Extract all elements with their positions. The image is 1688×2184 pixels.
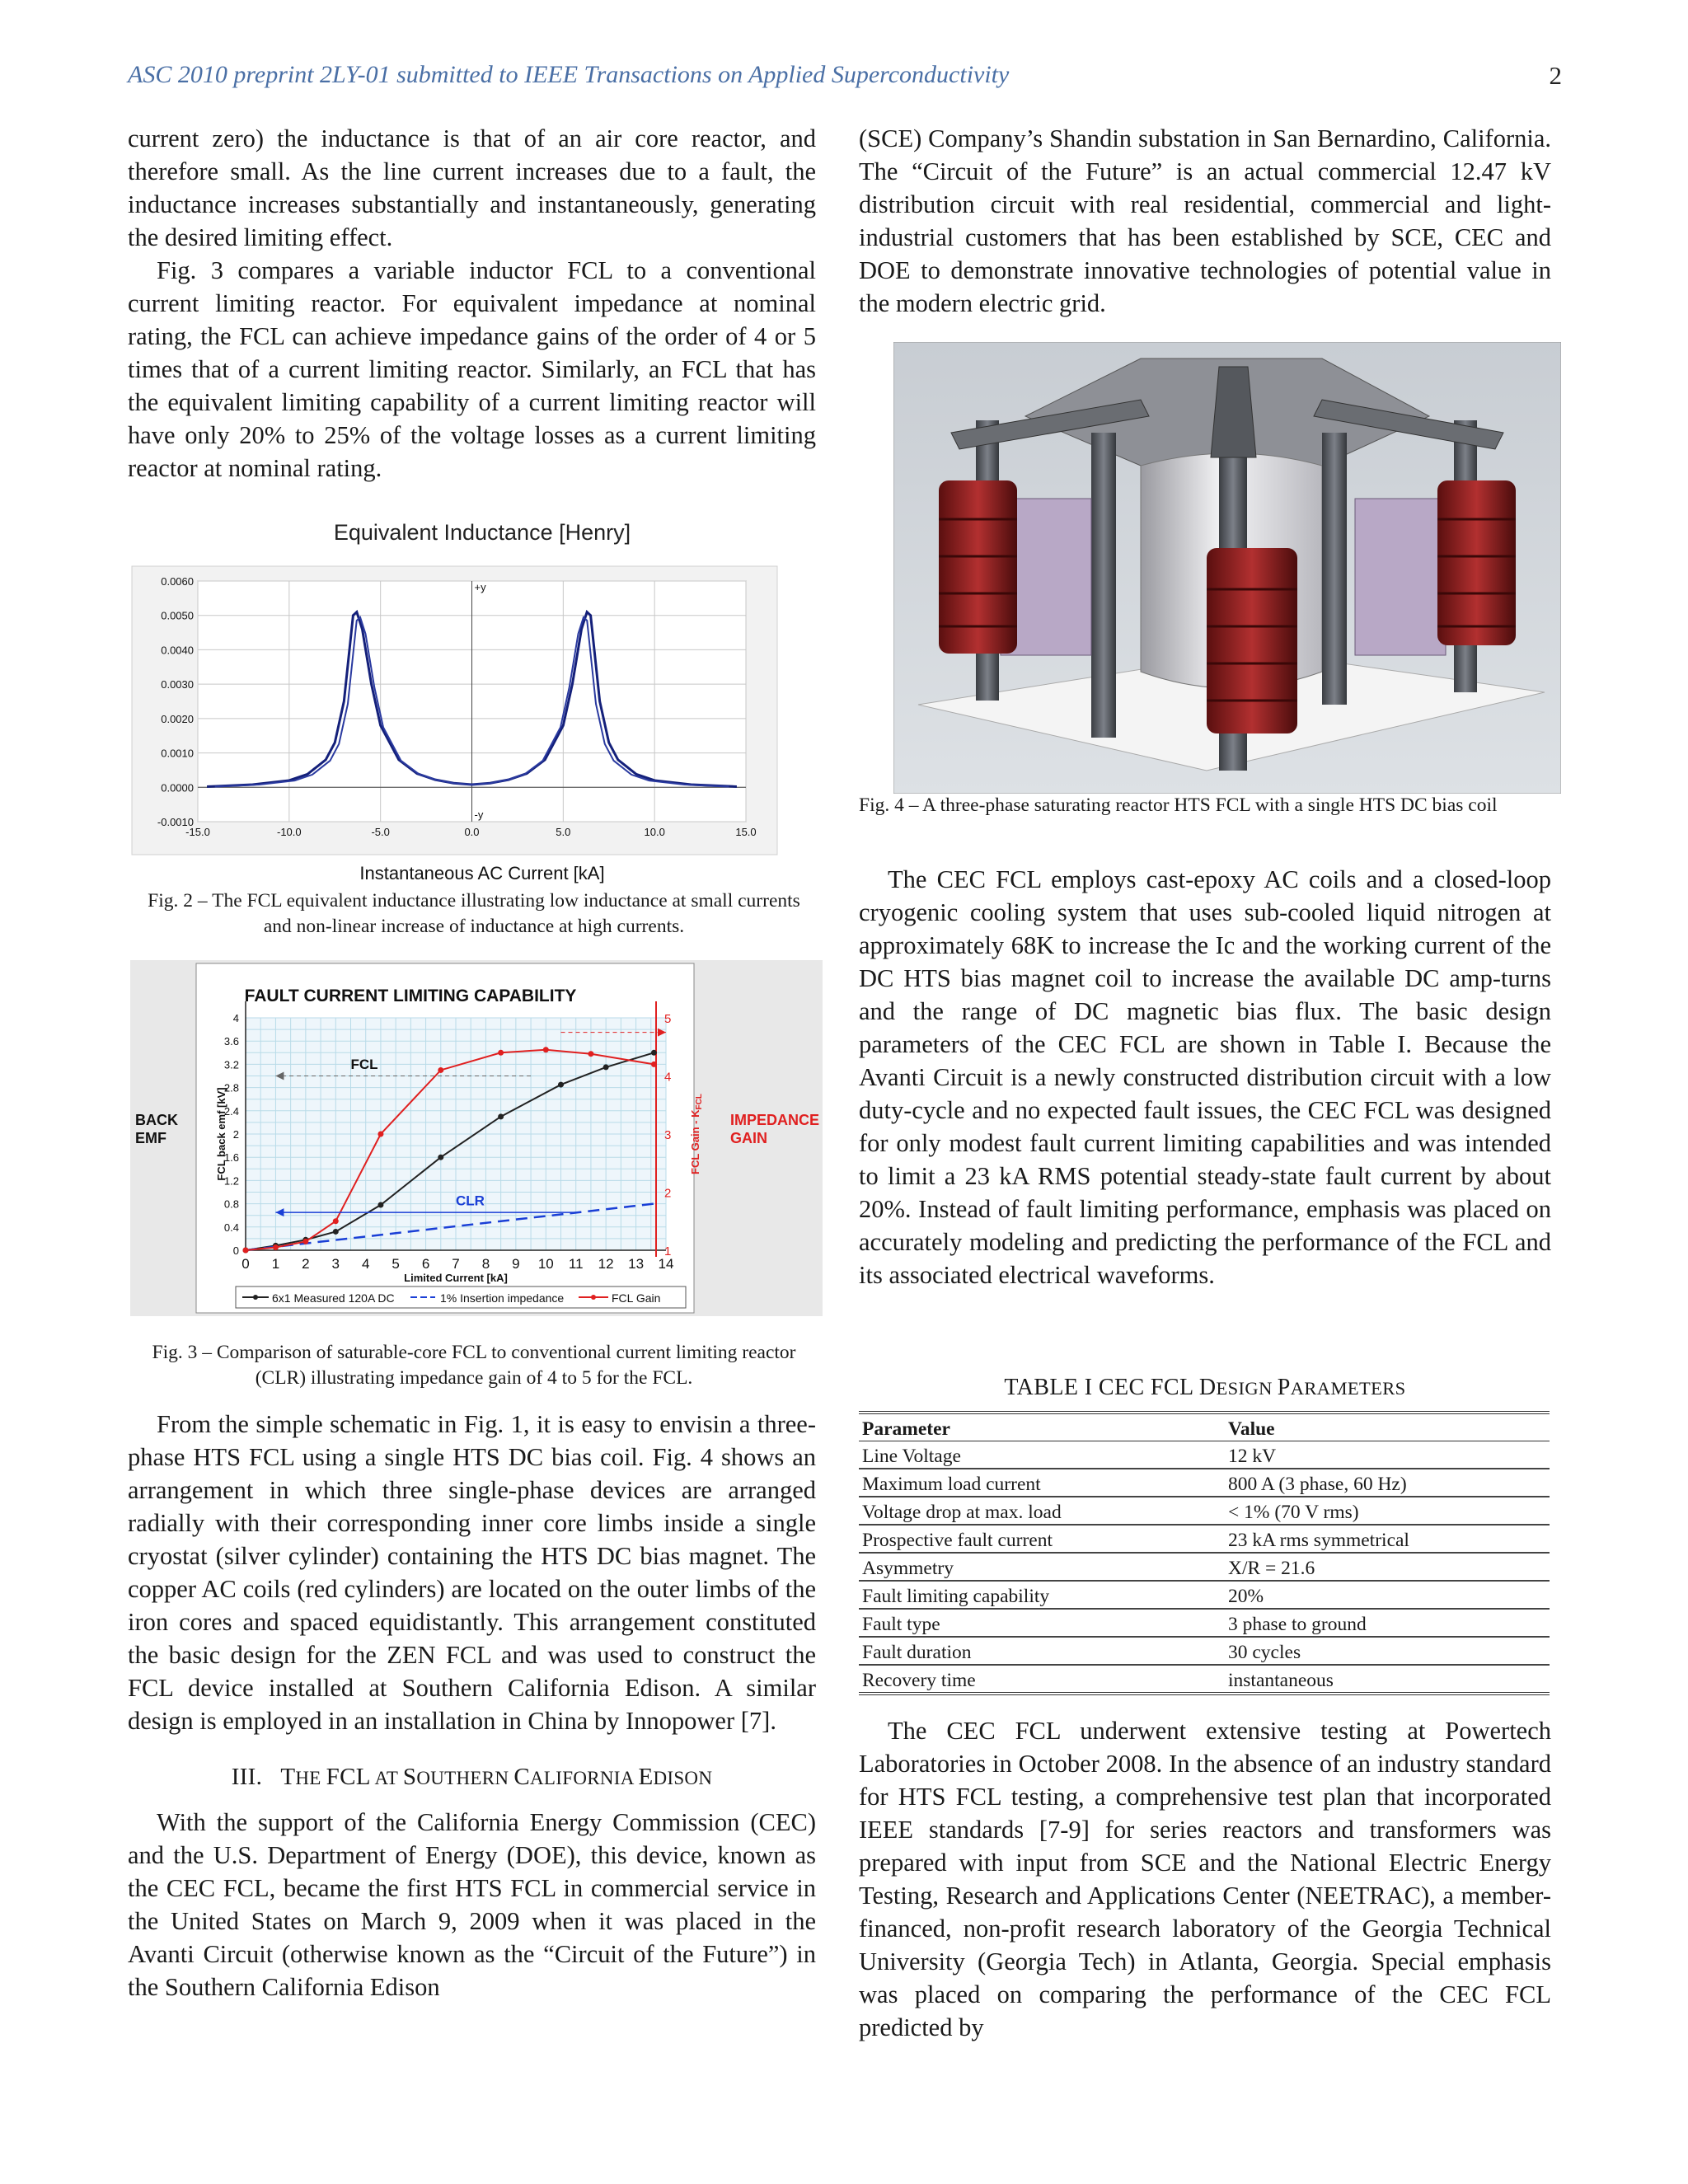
series-gain-point xyxy=(498,1050,504,1056)
annotation-fcl: FCL xyxy=(350,1057,378,1073)
y2-tick-label: 3 xyxy=(664,1128,672,1142)
y2-tick-label: 2 xyxy=(664,1186,672,1201)
section-title-part: S xyxy=(402,1764,417,1790)
running-header xyxy=(128,61,1562,94)
figure-3-caption: Fig. 3 – Comparison of saturable-core FCL to conventional current limiting reactor (CLR) illustrating impedance gain of 4 to 5 for the FCL. xyxy=(152,1342,796,1389)
x-tick-label: 5.0 xyxy=(556,826,571,838)
y2-axis-label-sub: FCL xyxy=(695,1094,704,1110)
figure-4 xyxy=(893,342,1561,794)
inductance-chart xyxy=(128,515,779,886)
right-paragraph-1: (SCE) Company’s Shandin substation in San Bernardino, California. The “Circuit of the Future” is an actual commercial 12.47 kV distribution circuit with real residential, commercial and light-industrial customers that has been established by SCE, CEC and DOE to demonstrate innovative technologies of potential value in the modern electric grid. xyxy=(859,124,1551,317)
axis-annotation: +y xyxy=(474,581,486,593)
series-measured-point xyxy=(377,1202,383,1208)
inner-limb xyxy=(1322,433,1347,705)
table-cell: 12 kV xyxy=(1225,1441,1550,1469)
left-paragraph-2: Fig. 3 compares a variable inductor FCL to a conventional current limiting reactor. For equivalent impedance at nominal rating, the FCL can achieve impedance gains of the order of 4 or 5 times that of a current limiting reactor. Similarly, an FCL that has the equivalent limiting capability of a current limiting reactor will have only 20% to 25% of the voltage losses as a current limiting reactor at nominal rating. xyxy=(128,256,816,482)
table-row xyxy=(859,1665,1550,1694)
x-axis-label: Instantaneous AC Current [kA] xyxy=(359,863,605,883)
table-header-row xyxy=(859,1413,1550,1441)
design-parameters-table xyxy=(859,1411,1550,1695)
table-cell: instantaneous xyxy=(1225,1665,1550,1694)
table-row xyxy=(859,1469,1550,1497)
y-tick-label: 3.2 xyxy=(223,1058,239,1071)
y2-tick-label: 1 xyxy=(664,1244,672,1258)
section-title-part: DISON xyxy=(653,1768,713,1788)
figure-3 xyxy=(130,960,823,1316)
section-title-part: AT xyxy=(370,1768,403,1788)
table-title-part: ESIGN xyxy=(1216,1378,1278,1399)
x-tick-label: 10.0 xyxy=(644,826,665,838)
table-cell: Prospective fault current xyxy=(859,1525,1225,1553)
y-tick-label: 0.0000 xyxy=(161,781,194,794)
section-number: III. xyxy=(231,1764,263,1790)
table-cell: 20% xyxy=(1225,1581,1550,1609)
y-tick-label: 0.0020 xyxy=(161,712,194,725)
table-cell: < 1% (70 V rms) xyxy=(1225,1497,1550,1525)
table-header-cell: Parameter xyxy=(859,1413,1225,1441)
x-tick-label: 13 xyxy=(628,1256,645,1272)
y-tick-label: 3.6 xyxy=(223,1035,239,1048)
x-tick-label: 0.0 xyxy=(464,826,480,838)
y-tick-label: 0.0030 xyxy=(161,678,194,691)
legend-label: 6x1 Measured 120A DC xyxy=(272,1291,395,1305)
left-paragraph-1: current zero) the inductance is that of an air core reactor, and therefore small. As the line current increases due to a fault, the inductance increases substantially and instantaneously, generating the desired limiting effect. xyxy=(128,124,816,251)
table-cell: Fault limiting capability xyxy=(859,1581,1225,1609)
y2-tick-label: 5 xyxy=(664,1012,672,1026)
figure-2 xyxy=(128,515,779,886)
section-title-part: OUTHERN xyxy=(416,1768,514,1788)
running-header-title: ASC 2010 preprint 2LY-01 submitted to IEEE Transactions on Applied Superconductivity xyxy=(128,61,1010,88)
yoke-beam xyxy=(1211,367,1256,457)
figure-4-caption: Fig. 4 – A three-phase saturating reactor HTS FCL with a single HTS DC bias coil xyxy=(859,794,1498,816)
series-gain-point xyxy=(588,1051,593,1057)
x-tick-label: 15.0 xyxy=(735,826,757,838)
series-gain-point xyxy=(302,1239,308,1244)
series-measured-point xyxy=(651,1050,657,1056)
axis-annotation: -y xyxy=(474,808,484,821)
x-tick-label: -5.0 xyxy=(371,826,390,838)
left-column xyxy=(128,122,816,485)
ac-coil xyxy=(1437,480,1516,645)
section-heading-iii xyxy=(128,1764,816,1791)
right-column-middle xyxy=(859,863,1551,1291)
y-tick-label: 2 xyxy=(232,1128,239,1141)
series-measured-point xyxy=(333,1229,339,1235)
x-tick-label: 7 xyxy=(452,1256,460,1272)
series-gain-point xyxy=(543,1047,549,1052)
section-title-part: T xyxy=(280,1764,296,1790)
right-paragraph-2: The CEC FCL employs cast-epoxy AC coils and a closed-loop cryogenic cooling system that uses sub-cooled liquid nitrogen at approximately 68K to increase the Ic and the working current of the DC HTS bias magnet coil to increase the available DC amp-turns and the range of DC magnetic bias flux. The basic design parameters of the CEC FCL are shown in Table I. Because the Avanti Circuit is a newly constructed distribution circuit with a low duty-cycle and no expected fault issues, the CEC FCL was designed for only modest fault current limiting capabilities and was intended to limit a 23 kA RMS potential steady-state fault current by about 20%. Instead of fault limiting performance, emphasis was placed on accurately modeling and predicting the performance of the FCL and its associated electrical waveforms. xyxy=(859,865,1551,1289)
x-tick-label: 11 xyxy=(568,1256,584,1272)
x-tick-label: 10 xyxy=(537,1256,554,1272)
left-paragraph-3: From the simple schematic in Fig. 1, it is easy to envisin a three-phase HTS FCL using a single HTS DC bias coil. Fig. 4 shows an arrangement in which three single-phase devices are arranged radially with their corresponding inner core limbs inside a single cryostat (silver cylinder) containing the HTS DC bias magnet. The copper AC coils (red cylinders) are located on the outer limbs of the iron cores and spaced equidistantly. This arrangement constituted the basic design for the ZEN FCL and was used to construct the FCL device installed at Southern California Edison. A similar design is employed in an installation in China by Innopower [7]. xyxy=(128,1410,816,1735)
x-axis-label: Limited Current [kA] xyxy=(404,1272,508,1284)
series-measured-point xyxy=(603,1064,609,1070)
design-parameters-table-wrap xyxy=(859,1411,1550,1695)
left-column-lower xyxy=(128,1408,816,2004)
y-tick-label: 0.0040 xyxy=(161,644,194,657)
y-tick-label: 2.4 xyxy=(223,1104,239,1118)
ac-coil xyxy=(1207,548,1297,733)
table-row xyxy=(859,1609,1550,1637)
x-tick-label: 8 xyxy=(481,1256,490,1272)
figure-2-caption: Fig. 2 – The FCL equivalent inductance illustrating low inductance at small currents and non-linear increase of inductance at high currents. xyxy=(148,890,800,937)
table-cell: Voltage drop at max. load xyxy=(859,1497,1225,1525)
ac-coil xyxy=(939,480,1017,654)
legend-label: 1% Insertion impedance xyxy=(440,1291,565,1305)
table-row xyxy=(859,1525,1550,1553)
x-tick-label: 5 xyxy=(392,1256,400,1272)
table-row xyxy=(859,1637,1550,1665)
x-tick-label: 6 xyxy=(421,1256,430,1272)
table-title-part: P xyxy=(1277,1375,1291,1400)
x-tick-label: 3 xyxy=(331,1256,340,1272)
table-cell: Line Voltage xyxy=(859,1441,1225,1469)
x-tick-label: 12 xyxy=(598,1256,614,1272)
y-tick-label: 4 xyxy=(232,1012,239,1024)
y-tick-label: 0.4 xyxy=(223,1221,239,1234)
y-tick-label: 0.0060 xyxy=(161,575,194,588)
table-cell: 3 phase to ground xyxy=(1225,1609,1550,1637)
legend-label: FCL Gain xyxy=(612,1291,661,1305)
table-row xyxy=(859,1553,1550,1581)
x-tick-label: 14 xyxy=(658,1256,674,1272)
table-row xyxy=(859,1497,1550,1525)
table-row xyxy=(859,1441,1550,1469)
y-tick-label: 1.6 xyxy=(223,1151,239,1165)
series-gain-point xyxy=(377,1132,383,1137)
table-cell: Fault type xyxy=(859,1609,1225,1637)
series-gain-point xyxy=(651,1062,657,1067)
series-gain-point xyxy=(243,1248,249,1254)
x-tick-label: -10.0 xyxy=(277,826,302,838)
table-title-part: ARAMETERS xyxy=(1290,1378,1406,1399)
side-panel xyxy=(1355,499,1446,655)
x-tick-label: -15.0 xyxy=(185,826,210,838)
table-title xyxy=(859,1375,1551,1401)
series-gain-point xyxy=(438,1067,443,1073)
x-tick-label: 2 xyxy=(302,1256,310,1272)
fcl-3d-illustration xyxy=(893,342,1561,794)
table-cell: Fault duration xyxy=(859,1637,1225,1665)
section-title-part: HE xyxy=(295,1768,326,1788)
chart-title: Equivalent Inductance [Henry] xyxy=(333,520,631,545)
section-title-part: FCL xyxy=(326,1764,371,1790)
section-title-part: C xyxy=(513,1764,531,1790)
table-cell: Asymmetry xyxy=(859,1553,1225,1581)
y-tick-label: 1.2 xyxy=(223,1174,239,1188)
legend-swatch-measured-dot xyxy=(253,1295,258,1300)
y-tick-label: 0.0010 xyxy=(161,747,194,760)
table-cell: 23 kA rms symmetrical xyxy=(1225,1525,1550,1553)
right-column-lower xyxy=(859,1714,1551,2044)
table-header-cell: Value xyxy=(1225,1413,1550,1441)
x-tick-label: 0 xyxy=(241,1256,250,1272)
series-gain-point xyxy=(273,1244,279,1250)
right-paragraph-3: The CEC FCL underwent extensive testing at Powertech Laboratories in October 2008. In the absence of an industry standard for HTS FCL testing, a comprehensive test plan that incorporated IEEE standards [7-9] for series reactors and transformers was prepared with input from SCE and the National Electric Energy Testing, Research and Applications Center (NEETRAC), a member-financed, non-profit research laboratory of the Georgia Technical University (Georgia Tech) in Atlanta, Georgia. Special emphasis was placed on comparing the performance of the CEC FCL predicted by xyxy=(859,1717,1551,2041)
table-title-part: TABLE I CEC FCL D xyxy=(1004,1375,1217,1400)
outer-label-right: GAIN xyxy=(730,1130,767,1146)
outer-label-left: EMF xyxy=(135,1130,166,1146)
table-row xyxy=(859,1581,1550,1609)
outer-label-right: IMPEDANCE xyxy=(730,1112,820,1128)
table-cell: 30 cycles xyxy=(1225,1637,1550,1665)
x-tick-label: 4 xyxy=(361,1256,370,1272)
y-tick-label: -0.0010 xyxy=(157,816,194,828)
series-measured-point xyxy=(558,1082,564,1088)
table-cell: X/R = 21.6 xyxy=(1225,1553,1550,1581)
section-title-part: E xyxy=(638,1764,654,1790)
table-cell: Maximum load current xyxy=(859,1469,1225,1497)
x-tick-label: 9 xyxy=(512,1256,520,1272)
right-column xyxy=(859,122,1551,320)
series-measured-point xyxy=(438,1155,443,1160)
y-tick-label: 0.8 xyxy=(223,1197,239,1211)
series-gain-point xyxy=(333,1218,339,1224)
table-cell: 800 A (3 phase, 60 Hz) xyxy=(1225,1469,1550,1497)
outer-label-left: BACK xyxy=(135,1112,178,1128)
y-tick-label: 2.8 xyxy=(223,1081,239,1094)
annotation-clr: CLR xyxy=(456,1193,485,1209)
table-cell: Recovery time xyxy=(859,1665,1225,1694)
section-title-part: ALIFORNIA xyxy=(530,1768,639,1788)
inner-limb xyxy=(1091,433,1116,738)
y2-tick-label: 4 xyxy=(664,1070,672,1085)
x-tick-label: 1 xyxy=(271,1256,280,1272)
page-number: 2 xyxy=(1549,61,1562,90)
y2-axis-label: FCL Gain - $K_{FCL}$ xyxy=(689,1094,704,1174)
y-axis-label: FCL back emf [kV] xyxy=(215,1087,227,1181)
y-tick-label: 0.0050 xyxy=(161,609,194,622)
series-measured-point xyxy=(498,1113,504,1119)
y-tick-label: 0 xyxy=(232,1244,239,1257)
left-paragraph-4: With the support of the California Energy Commission (CEC) and the U.S. Department of Energy (DOE), this device, known as the CEC FCL, became the first HTS FCL in commercial service in the United States on March 9, 2009 when it was placed in the Avanti Circuit (otherwise known as the “Circuit of the Future”) in the Southern California Edison xyxy=(128,1808,816,2001)
legend-swatch-gain-dot xyxy=(591,1295,596,1300)
fault-current-chart xyxy=(130,960,823,1316)
chart-title: FAULT CURRENT LIMITING CAPABILITY xyxy=(244,987,577,1005)
